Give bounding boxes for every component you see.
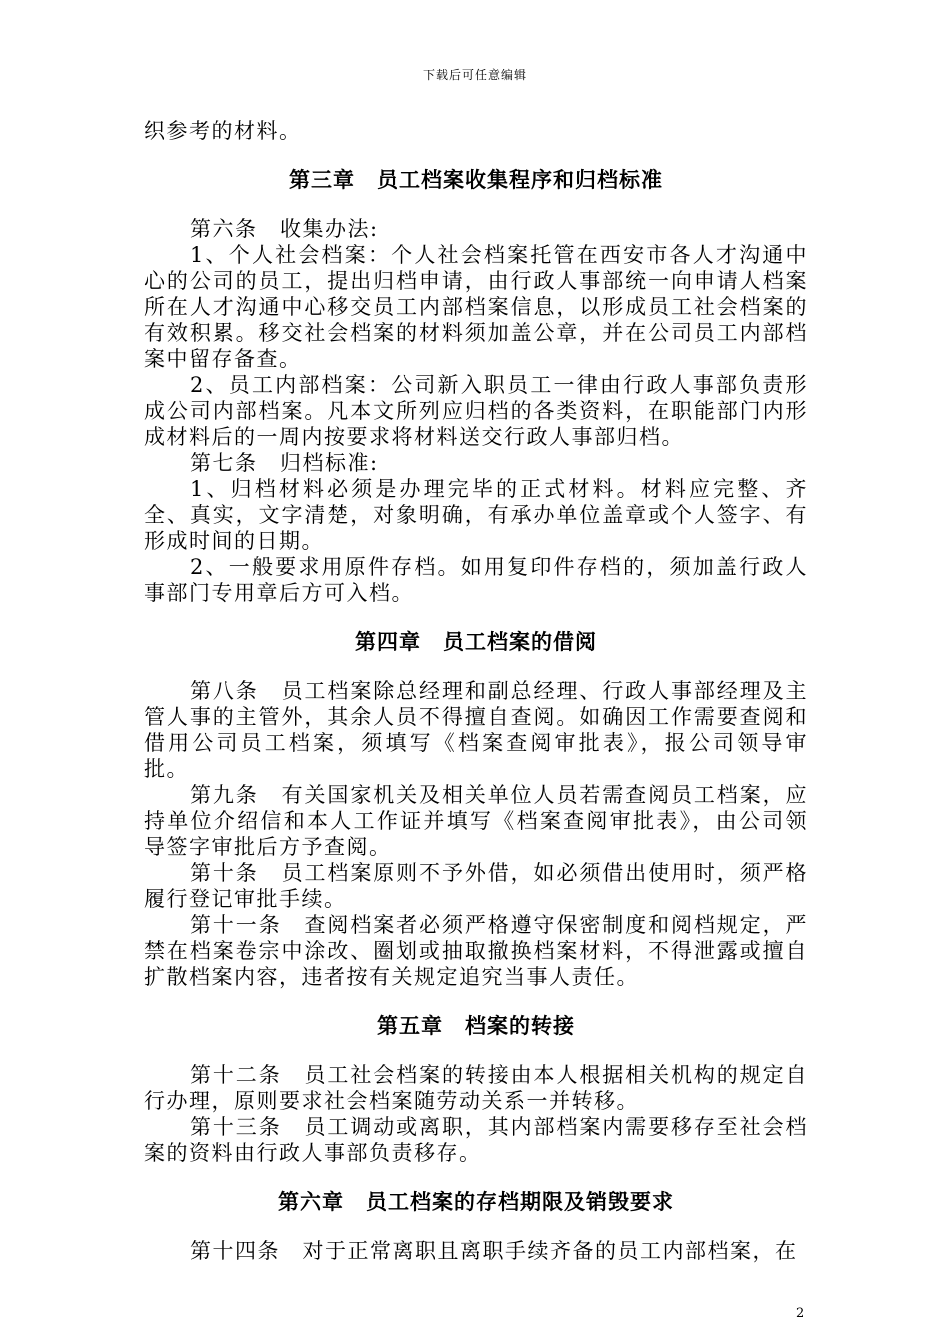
paragraph: 第十三条 员工调动或离职，其内部档案内需要移存至社会档案的资料由行政人事部负责移存。 <box>144 1115 808 1165</box>
paragraph: 第十条 员工档案原则不予外借，如必须借出使用时，须严格履行登记审批手续。 <box>144 861 808 911</box>
page-header: 下载后可任意编辑 <box>422 68 527 82</box>
paragraph: 1、归档材料必须是办理完毕的正式材料。材料应完整、齐全、真实，文字清楚，对象明确，有承办单位盖章或个人签字、有形成时间的日期。 <box>144 477 808 553</box>
paragraph: 第十二条 员工社会档案的转接由本人根据相关机构的规定自行办理，原则要求社会档案随劳动关系一并转移。 <box>144 1063 808 1113</box>
paragraph: 2、一般要求用原件存档。如用复印件存档的，须加盖行政人事部门专用章后方可入档。 <box>144 555 808 605</box>
chapter-heading: 第五章 档案的转接 <box>377 1014 575 1038</box>
chapter-heading: 第四章 员工档案的借阅 <box>355 630 597 654</box>
article-heading: 第七条 归档标准: <box>190 451 379 475</box>
chapter-heading: 第三章 员工档案收集程序和归档标准 <box>289 168 663 192</box>
paragraph: 2、员工内部档案：公司新入职员工一律由行政人事部负责形成公司内部档案。凡本文所列应归档的各类资料，在职能部门内形成材料后的一周内按要求将材料送交行政人事部归档。 <box>144 373 808 449</box>
chapter-heading: 第六章 员工档案的存档期限及销毁要求 <box>278 1190 674 1214</box>
paragraph: 织参考的材料。 <box>144 119 302 143</box>
paragraph: 第八条 员工档案除总经理和副总经理、行政人事部经理及主管人事的主管外，其余人员不得擅自查阅。如确因工作需要查阅和借用公司员工档案，须填写《档案查阅审批表》，报公司领导审批。 <box>144 679 808 781</box>
article-heading: 第六条 收集办法: <box>190 217 379 241</box>
paragraph: 第九条 有关国家机关及相关单位人员若需查阅员工档案，应持单位介绍信和本人工作证并填写《档案查阅审批表》，由公司领导签字审批后方予查阅。 <box>144 783 808 859</box>
paragraph: 1、个人社会档案：个人社会档案托管在西安市各人才沟通中心的公司的员工，提出归档申请，由行政人事部统一向申请人档案所在人才沟通中心移交员工内部档案信息，以形成员工社会档案的有效积累。移交社会档案的材料须加盖公章，并在公司员工内部档案中留存备查。 <box>144 243 808 371</box>
paragraph: 第十一条 查阅档案者必须严格遵守保密制度和阅档规定，严禁在档案卷宗中涂改、圈划或抽取撤换档案材料，不得泄露或擅自扩散档案内容，违者按有关规定追究当事人责任。 <box>144 913 808 989</box>
page-number: 2 <box>796 1306 805 1321</box>
paragraph: 第十四条 对于正常离职且离职手续齐备的员工内部档案，在 <box>190 1239 798 1263</box>
document-body <box>144 118 808 1264</box>
